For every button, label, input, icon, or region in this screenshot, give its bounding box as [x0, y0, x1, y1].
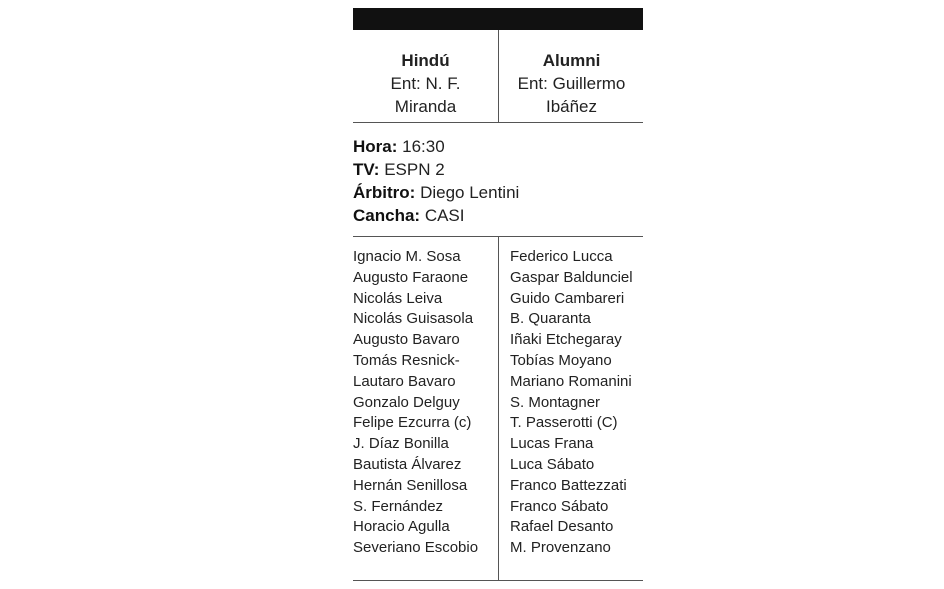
- away-player: Iñaki Etchegaray: [510, 331, 622, 349]
- home-player: Lautaro Bavaro: [353, 372, 456, 390]
- away-team-name: Alumni: [542, 51, 601, 70]
- roster-divider: [498, 237, 499, 580]
- home-player: Augusto Faraone: [353, 268, 469, 286]
- home-player: S. Fernández: [353, 497, 444, 515]
- hora-label: Hora:: [353, 137, 398, 156]
- home-player: Nicolás Leiva: [353, 289, 443, 307]
- home-player: Ignacio M. Sosa: [353, 248, 461, 265]
- home-player: Tomás Resnick-: [353, 351, 460, 369]
- home-team: [353, 30, 498, 122]
- away-player: S. Montagner: [510, 393, 601, 411]
- home-player: Bautista Álvarez: [353, 455, 462, 473]
- bottom-separator: [353, 580, 643, 581]
- home-team-name: Hindú: [401, 51, 450, 70]
- away-player: Gaspar Baldunciel: [510, 268, 633, 286]
- away-player: Guido Cambareri: [510, 289, 625, 307]
- teams-divider: [498, 30, 499, 122]
- away-player: Federico Lucca: [510, 248, 613, 265]
- away-player: M. Provenzano: [510, 539, 611, 557]
- away-player: Franco Sábato: [510, 497, 609, 515]
- away-player: B. Quaranta: [510, 310, 591, 328]
- home-player: J. Díaz Bonilla: [353, 435, 449, 453]
- tv-label: TV:: [353, 160, 380, 179]
- home-player: Horacio Agulla: [353, 518, 450, 536]
- away-player: Luca Sábato: [510, 455, 595, 473]
- home-roster: [353, 247, 478, 559]
- away-player: Franco Battezzati: [510, 476, 627, 494]
- away-player: Tobías Moyano: [510, 351, 612, 369]
- away-player: T. Passerotti (C): [510, 414, 618, 432]
- home-player: Augusto Bavaro: [353, 331, 460, 349]
- arbitro-label: Árbitro:: [353, 183, 416, 202]
- cancha-label: Cancha:: [353, 206, 421, 225]
- info-cancha: [353, 204, 643, 227]
- home-player: Felipe Ezcurra (c): [353, 414, 472, 432]
- info-tv: [353, 158, 643, 181]
- away-coach-line1: Ent: Guillermo: [517, 74, 626, 93]
- info-hora: [353, 135, 643, 158]
- away-player: Lucas Frana: [510, 435, 594, 453]
- header-bar: [353, 8, 643, 30]
- away-roster: [510, 247, 633, 559]
- away-team: [499, 30, 644, 122]
- home-coach-line1: Ent: N. F.: [390, 74, 461, 93]
- info-arbitro: [353, 181, 643, 204]
- arbitro-value: Diego Lentini: [420, 183, 520, 202]
- home-player: Nicolás Guisasola: [353, 310, 474, 328]
- match-card: [353, 8, 643, 581]
- match-info: [353, 135, 643, 227]
- away-coach-line2: Ibáñez: [545, 97, 598, 116]
- home-player: Severiano Escobio: [353, 539, 479, 557]
- home-player: Gonzalo Delguy: [353, 393, 460, 411]
- cancha-value: CASI: [424, 206, 465, 225]
- home-player: Hernán Senillosa: [353, 476, 468, 494]
- tv-value: ESPN 2: [384, 160, 445, 179]
- away-player: Mariano Romanini: [510, 372, 632, 390]
- home-coach-line2: Miranda: [394, 97, 457, 116]
- hora-value: 16:30: [402, 137, 445, 156]
- away-player: Rafael Desanto: [510, 518, 614, 536]
